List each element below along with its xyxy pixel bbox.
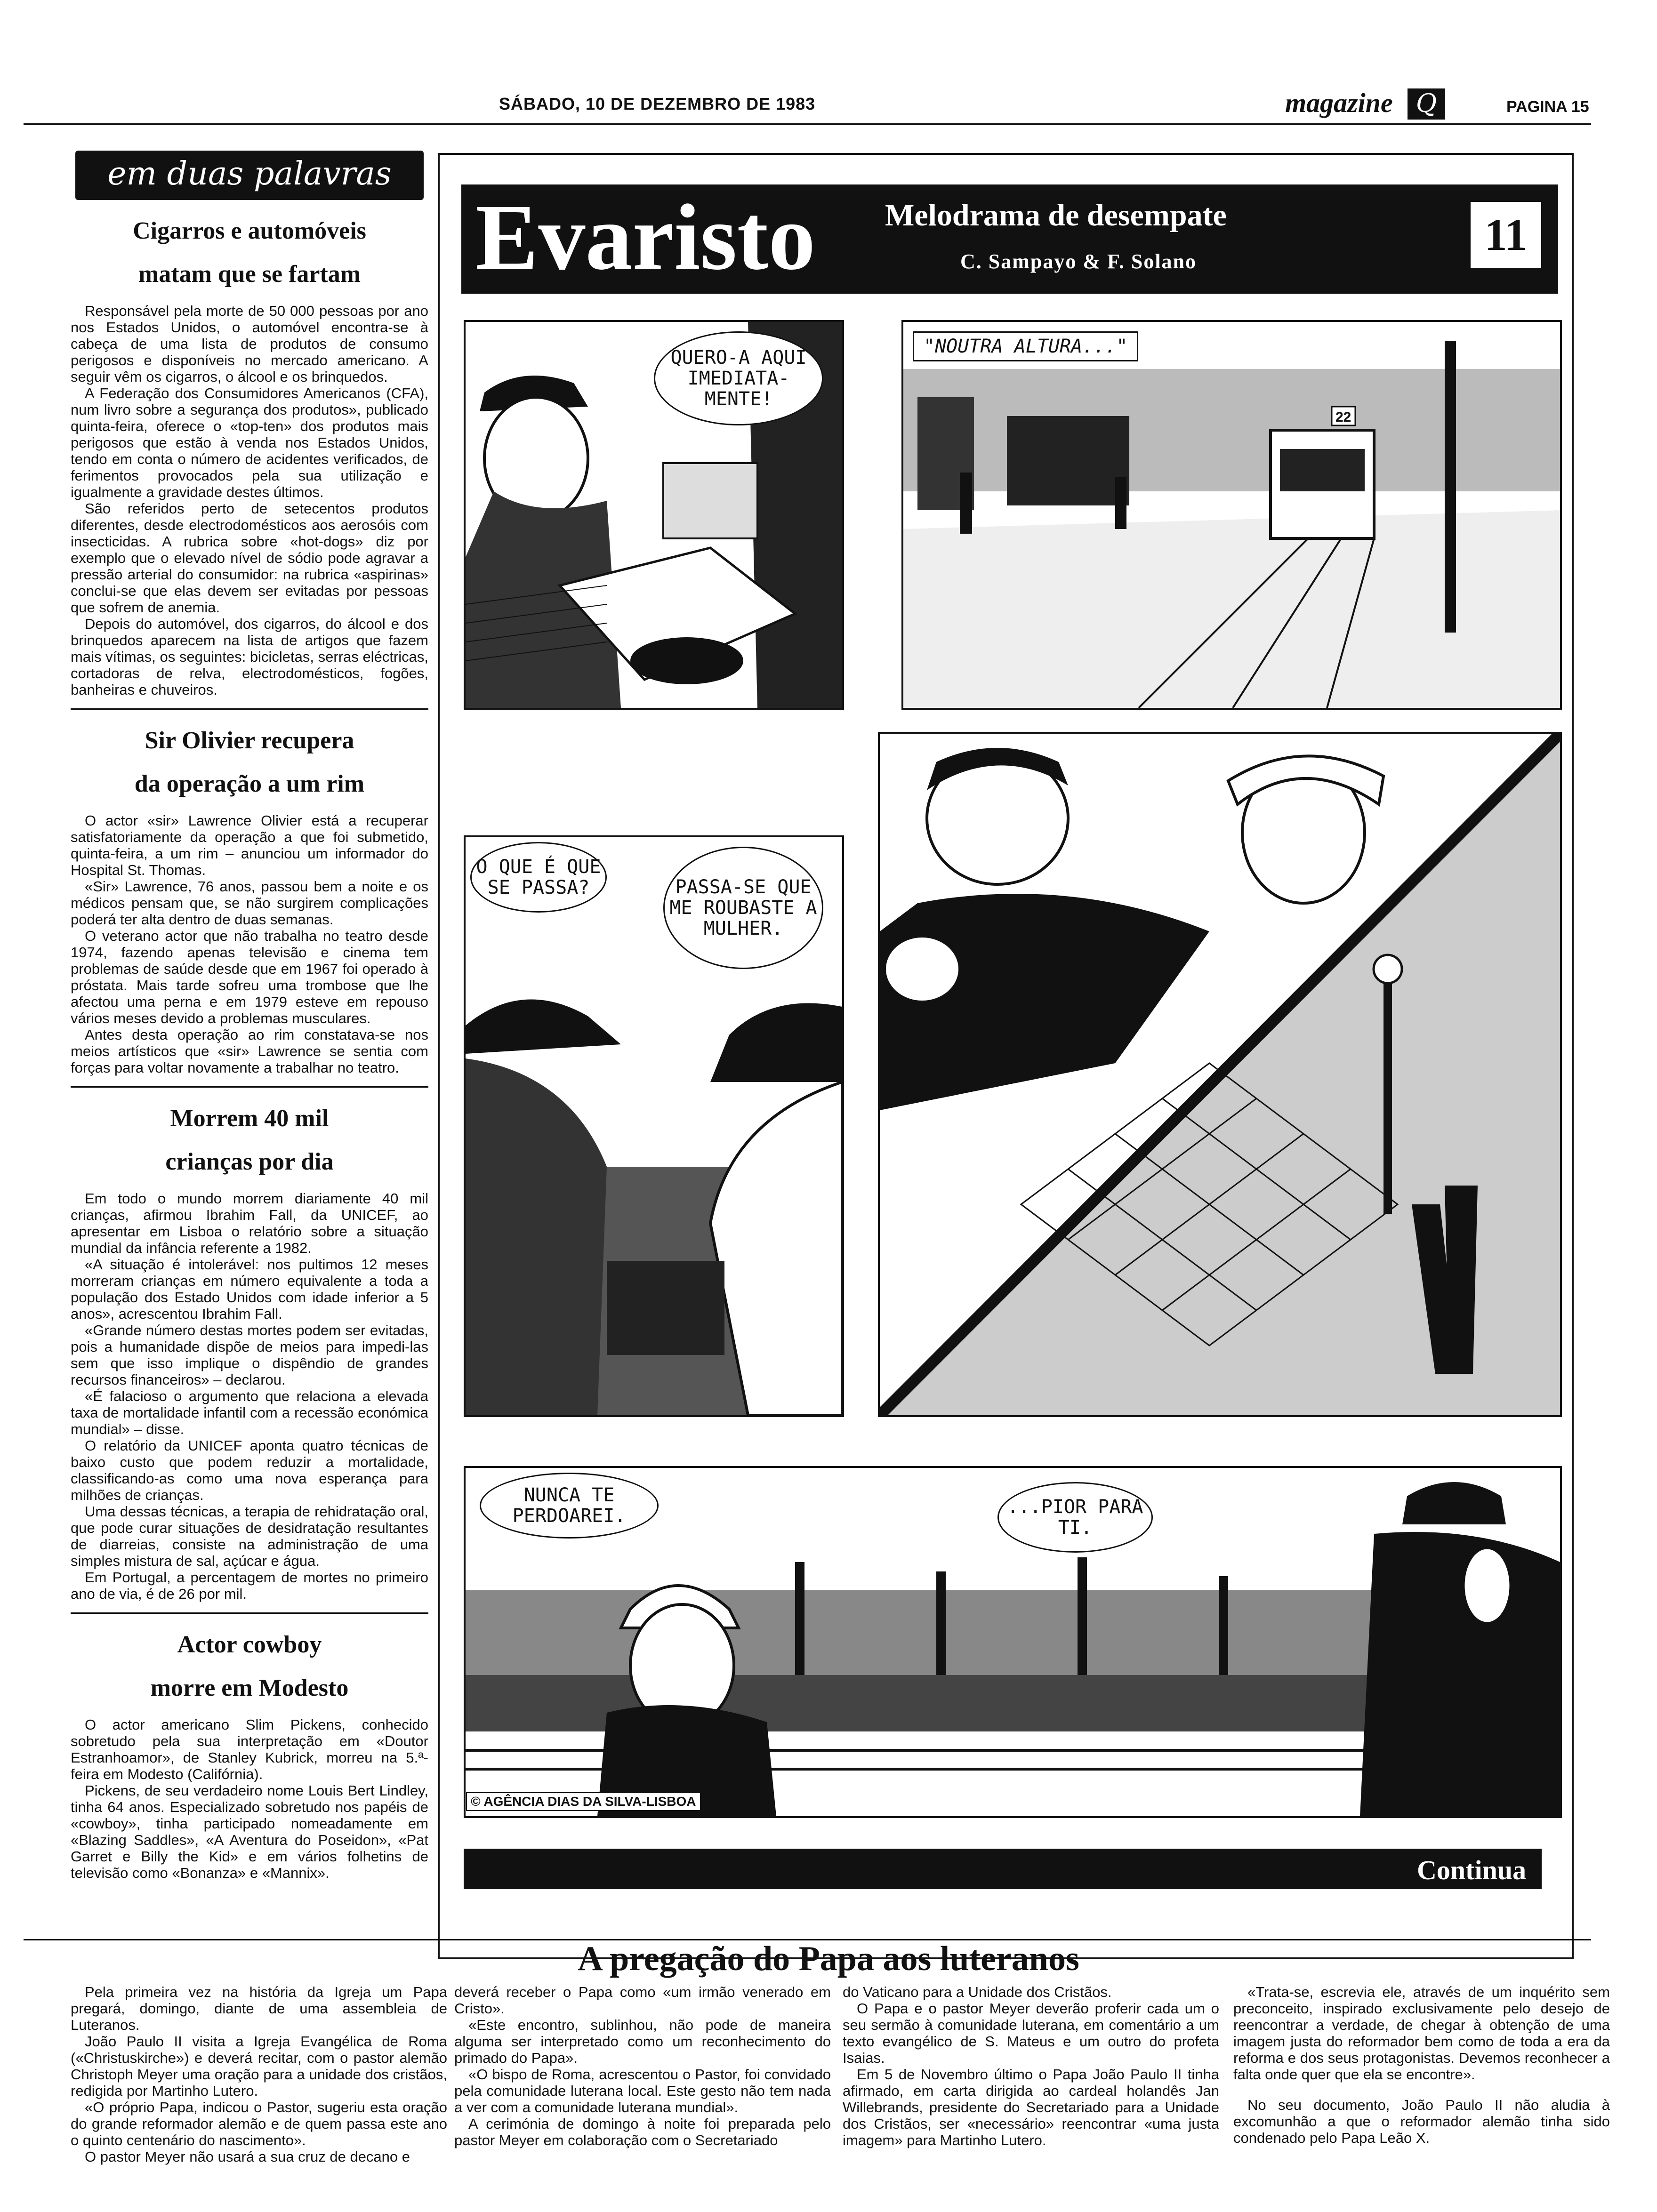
story-paragraph: O actor «sir» Lawrence Olivier está a recuperar satisfatoriamente da operação a que foi submetido, quinta-feira, a um rim – anunciou um informador do Hospital St. Thomas. (71, 812, 428, 878)
story-title-line-2: matam que se fartam (138, 261, 361, 288)
magazine-logo: Q (1408, 88, 1445, 120)
story-paragraph: O veterano actor que não trabalha no teatro desde 1974, fazendo apenas televisão e cinema tem problemas de saúde desde que em 1967 foi operado à próstata. Mais tarde sofreu uma trombose que lhe afectou uma perna e em 1979 esteve em repouso vários meses devido a problemas musculares. (71, 928, 428, 1026)
panel-2-art (903, 322, 1560, 708)
story-paragraph: Pickens, de seu verdadeiro nome Louis Bert Lindley, tinha 64 anos. Especializado sobretudo nos papéis de «cowboy», tinha participado nomeadamente em «Blazing Saddles», «A Aventura do Poseidon», «Pat Garret e Billy the Kid» e em vários folhetins de televisão como «Bonanza» e «Mannix». (71, 1782, 428, 1881)
comic-panel-5 (464, 1466, 1562, 1818)
header-rule (24, 123, 1591, 125)
story-paragraph: O relatório da UNICEF aponta quatro técnicas de baixo custo que podem reduzir a mortalidade, classificando-as como uma nova esperança para milhões de crianças. (71, 1437, 428, 1503)
magazine-label: magazine (1285, 88, 1393, 118)
story-title (71, 209, 428, 296)
comic-title: Evaristo (475, 185, 816, 289)
story-olivier (71, 710, 428, 1088)
story-title (71, 1623, 428, 1710)
page-number: PAGINA 15 (1506, 98, 1589, 116)
story-paragraph: Uma dessas técnicas, a terapia de rehidratação oral, que pode curar situações de desidratação resultantes de diarreias, consiste na administração de uma simples mistura de sal, açúcar e água. (71, 1503, 428, 1569)
story-title (71, 719, 428, 806)
article-paragraph: No seu documento, João Paulo II não aludia à excomunhão a que o reformador alemão tinha sido condenado pelo Papa Leão X. (1233, 2097, 1610, 2146)
comic-subtitle: Melodrama de desempate (885, 198, 1227, 232)
story-paragraph: «Grande número destas mortes podem ser evitadas, pois a humanidade dispõe de meios para impedi-las sem que isso implique o dispêndio de grandes recursos financeiros» – declarou. (71, 1322, 428, 1388)
comic-panel-1 (464, 320, 844, 710)
comic-panel-2 (901, 320, 1562, 710)
speech-bubble-1: QUERO-A AQUI IMEDIATA-MENTE! (654, 331, 823, 425)
story-cowboy (71, 1614, 428, 1891)
bottom-column-4 (1233, 1984, 1610, 2146)
story-title-line-1: Morrem 40 mil (170, 1105, 329, 1132)
article-paragraph: do Vaticano para a Unidade dos Cristãos. (843, 1984, 1112, 2000)
caption-2: "NOUTRA ALTURA..." (913, 331, 1138, 361)
speech-bubble-5a: NUNCA TE PERDOAREI. (480, 1473, 659, 1539)
panel-4-art (880, 734, 1560, 1415)
story-paragraph: «Sir» Lawrence, 76 anos, passou bem a noite e os médicos pensam que, se não surgirem complicações poderá ter alta dentro de duas semanas. (71, 878, 428, 928)
article-paragraph: «Este encontro, sublinhou, não pode de maneira alguma ser interpretado como um reconhecimento do primado do Papa». (454, 2017, 831, 2066)
comic-credit: © AGÊNCIA DIAS DA SILVA-LISBOA (466, 1792, 701, 1811)
story-cigarros (71, 200, 428, 710)
story-title-line-1: Cigarros e automóveis (133, 217, 366, 244)
story-paragraph: Depois do automóvel, dos cigarros, do álcool e dos brinquedos aparecem na lista de artigos que fazem mais vítimas, os seguintes: bicicletas, serras eléctricas, cortadoras de relva, electrodomésticos, fogões, banheiras e chuveiros. (71, 616, 428, 698)
tram-number: 22 (1335, 409, 1351, 425)
story-paragraph: Responsável pela morte de 50 000 pessoas por ano nos Estados Unidos, o automóvel encontra-se à cabeça de uma lista de produtos de consumo perigosos e disponíveis no mercado americano. A seguir vêm os cigarros, o álcool e os brinquedos. (71, 303, 428, 385)
speech-bubble-3a: O QUE É QUE SE PASSA? (470, 842, 607, 913)
bottom-column-2 (454, 1984, 831, 2148)
section-banner: em duas palavras (75, 151, 424, 200)
story-title (71, 1097, 428, 1184)
article-paragraph: O pastor Meyer não usará a sua cruz de decano e (85, 2148, 410, 2165)
speech-bubble-5b: ...PIOR PARA TI. (997, 1482, 1153, 1553)
story-title-line-2: crianças por dia (165, 1148, 334, 1175)
bottom-column-3 (843, 1984, 1219, 2148)
article-paragraph: «O próprio Papa, indicou o Pastor, sugeriu esta oração do grande reformador alemão e de quem passa este ano o quinto centenário do nascimento». (71, 2099, 447, 2148)
article-paragraph: deverá receber o Papa como «um irmão venerado em Cristo». (454, 1984, 831, 2017)
bottom-column-1 (71, 1984, 447, 2165)
story-paragraph: Em Portugal, a percentagem de mortes no primeiro ano de via, é de 26 por mil. (71, 1569, 428, 1602)
story-paragraph: Em todo o mundo morrem diariamente 40 mil crianças, afirmou Ibrahim Fall, da UNICEF, ao apresentar em Lisboa o relatório sobre a situação mundial da infância referente a 1982. (71, 1190, 428, 1256)
left-column (71, 151, 428, 1891)
story-paragraph: «A situação é intolerável: nos pultimos 12 meses morreram crianças em número equivalente a toda a população dos Estado Unidos com idade inferior a 5 anos», acrescentou Ibrahim Fall. (71, 1256, 428, 1322)
article-paragraph: O Papa e o pastor Meyer deverão proferir cada um o seu sermão à comunidade luterana, em comentário a um texto evangélico de S. Mateus e um outro do profeta Isaias. (843, 2000, 1219, 2066)
article-paragraph: A cerimónia de domingo à noite foi preparada pelo pastor Meyer em colaboração com o Secretariado (454, 2116, 831, 2148)
page-date: SÁBADO, 10 DE DEZEMBRO DE 1983 (499, 94, 816, 113)
story-criancas (71, 1088, 428, 1614)
bottom-article-title: A pregação do Papa aos luteranos (578, 1940, 1079, 1978)
comic-authors: C. Sampayo & F. Solano (960, 250, 1197, 273)
article-paragraph: «O bispo de Roma, acrescentou o Pastor, foi convidado pela comunidade luterana local. Este gesto não tem nada a ver com a comunidade luterana mundial». (454, 2066, 831, 2116)
episode-number: 11 (1469, 200, 1543, 270)
comic-panel-4 (878, 732, 1562, 1417)
speech-bubble-3b: PASSA-SE QUE ME ROUBASTE A MULHER. (663, 847, 823, 969)
story-title-line-1: Sir Olivier recupera (145, 727, 354, 754)
story-paragraph: Antes desta operação ao rim constatava-se nos meios artísticos que «sir» Lawrence se sentia com forças para voltar novamente a trabalhar no teatro. (71, 1026, 428, 1076)
story-title-line-2: da operação a um rim (134, 770, 365, 797)
story-title-line-1: Actor cowboy (177, 1631, 322, 1658)
story-paragraph: São referidos perto de setecentos produtos diferentes, desde electrodomésticos aos aerosóis com insecticidas. A rubrica sobre «hot-dogs» diz por exemplo que o elevado nível de sódio pode agravar a pressão arterial do consumidor: na rubrica «aspirinas» conclui-se que elas devem ser evitadas por pessoas que sofrem de anemia. (71, 500, 428, 616)
story-title-line-2: morre em Modesto (150, 1675, 349, 1701)
story-paragraph: A Federação dos Consumidores Americanos (CFA), num livro sobre a segurança dos produtos», publicado quinta-feira, oferece o «top-ten» dos produtos mais perigosos que estão à venda nos Estados Unidos, tendo em conta o número de acidentes verificados, de ferimentos provocados pela sua utilização e igualmente a gravidade destes últimos. (71, 385, 428, 500)
continua-label: Continua (1417, 1855, 1527, 1885)
article-paragraph: Em 5 de Novembro último o Papa João Paulo II tinha afirmado, em carta dirigida ao cardeal holandês Jan Willebrands, presidente do Secretariado para a Unidade dos Cristãos, ser «necessário» reencontrar «uma justa imagem» para Martinho Lutero. (843, 2066, 1219, 2148)
article-paragraph: João Paulo II visita a Igreja Evangélica de Roma («Christuskirche») e deverá recitar, com o pastor alemão Christoph Meyer uma oração para a unidade dos cristãos, redigida por Martinho Lutero. (71, 2033, 447, 2099)
article-paragraph: Pela primeira vez na história da Igreja um Papa pregará, domingo, diante de uma assembleia de Luteranos. (71, 1984, 447, 2033)
article-paragraph: «Trata-se, escrevia ele, através de um inquérito sem preconceito, inspirado exclusivamente pelo desejo de reencontrar a verdade, de chegar à obtenção de uma imagem justa do reformador bem como de toda a era da reforma e dos seus protagonistas. Devemos reconhecer a falta onde quer que ela se encontre». (1233, 1984, 1610, 2083)
comic-panel-3 (464, 835, 844, 1417)
story-paragraph: O actor americano Slim Pickens, conhecido sobretudo pela sua interpretação em «Doutor Estranhoamor», de Stanley Kubrick, morreu na 5.ª-feira em Modesto (Califórnia). (71, 1716, 428, 1782)
continua-bar (464, 1849, 1542, 1889)
story-paragraph: «É falacioso o argumento que relaciona a elevada taxa de mortalidade infantil com a recessão económica mundial» – disse. (71, 1388, 428, 1437)
